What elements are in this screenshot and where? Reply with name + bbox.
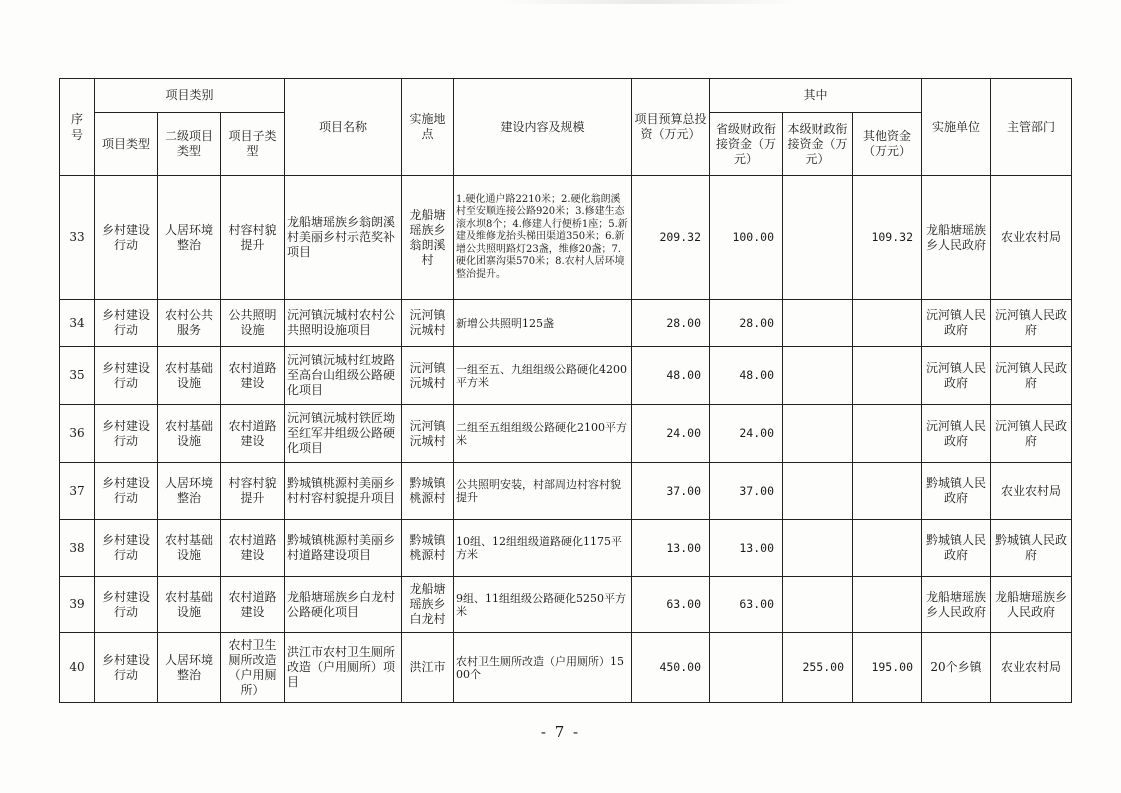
header-subtype: 项目子类型 <box>221 113 285 176</box>
cell-unit: 沅河镇人民政府 <box>922 300 991 347</box>
cell-type: 乡村建设行动 <box>95 176 158 300</box>
cell-seq: 34 <box>60 300 95 347</box>
cell-type: 乡村建设行动 <box>95 463 158 520</box>
header-category-group: 项目类别 <box>95 79 285 113</box>
cell-provincial: 28.00 <box>710 300 783 347</box>
header-other: 其他资金（万元） <box>853 113 922 176</box>
cell-level2: 农村基础设施 <box>158 520 221 577</box>
table-row <box>60 577 1072 633</box>
cell-location: 龙船塘瑶族乡白龙村 <box>402 577 454 633</box>
cell-provincial: 63.00 <box>710 577 783 633</box>
cell-unit: 20个乡镇 <box>922 633 991 703</box>
cell-provincial: 100.00 <box>710 176 783 300</box>
cell-local <box>783 520 853 577</box>
cell-local: 255.00 <box>783 633 853 703</box>
project-table <box>59 78 1072 703</box>
cell-location: 沅河镇沅城村 <box>402 347 454 405</box>
cell-name: 洪江市农村卫生厕所改造（户用厕所）项目 <box>285 633 402 703</box>
cell-dept: 沅河镇人民政府 <box>991 405 1072 463</box>
cell-provincial: 48.00 <box>710 347 783 405</box>
cell-subtype: 农村卫生厕所改造（户用厕所） <box>221 633 285 703</box>
cell-location: 洪江市 <box>402 633 454 703</box>
cell-seq: 35 <box>60 347 95 405</box>
cell-level2: 农村基础设施 <box>158 405 221 463</box>
header-name: 项目名称 <box>285 79 402 176</box>
table-header <box>60 79 1072 176</box>
table-row <box>60 176 1072 300</box>
cell-content: 10组、12组组级道路硬化1175平方米 <box>454 520 632 577</box>
cell-dept: 龙船塘瑶族乡人民政府 <box>991 577 1072 633</box>
cell-local <box>783 347 853 405</box>
cell-type: 乡村建设行动 <box>95 405 158 463</box>
cell-other <box>853 405 922 463</box>
cell-provincial: 37.00 <box>710 463 783 520</box>
table-row <box>60 463 1072 520</box>
cell-content: 二组至五组组级公路硬化2100平方米 <box>454 405 632 463</box>
cell-location: 沅河镇沅城村 <box>402 300 454 347</box>
cell-other: 109.32 <box>853 176 922 300</box>
cell-total: 13.00 <box>632 520 710 577</box>
cell-unit: 龙船塘瑶族乡人民政府 <box>922 577 991 633</box>
header-of-which: 其中 <box>710 79 922 113</box>
cell-total: 48.00 <box>632 347 710 405</box>
cell-name: 沅河镇沅城村农村公共照明设施项目 <box>285 300 402 347</box>
cell-provincial <box>710 633 783 703</box>
page-number: - 7 - <box>540 723 581 741</box>
cell-subtype: 农村道路建设 <box>221 520 285 577</box>
cell-seq: 39 <box>60 577 95 633</box>
cell-seq: 36 <box>60 405 95 463</box>
cell-name: 龙船塘瑶族乡翁朗溪村美丽乡村示范奖补项目 <box>285 176 402 300</box>
cell-name: 黔城镇桃源村美丽乡村道路建设项目 <box>285 520 402 577</box>
cell-total: 450.00 <box>632 633 710 703</box>
cell-level2: 人居环境整治 <box>158 463 221 520</box>
table-row <box>60 300 1072 347</box>
cell-local <box>783 577 853 633</box>
table-row <box>60 520 1072 577</box>
cell-subtype: 村容村貌提升 <box>221 463 285 520</box>
cell-other <box>853 347 922 405</box>
cell-dept: 农业农村局 <box>991 176 1072 300</box>
cell-total: 209.32 <box>632 176 710 300</box>
cell-total: 63.00 <box>632 577 710 633</box>
cell-other <box>853 520 922 577</box>
scan-artifact <box>500 0 800 4</box>
header-provincial: 省级财政衔接资金（万元） <box>710 113 783 176</box>
header-content: 建设内容及规模 <box>454 79 632 176</box>
cell-level2: 人居环境整治 <box>158 633 221 703</box>
cell-subtype: 村容村貌提升 <box>221 176 285 300</box>
cell-level2: 农村基础设施 <box>158 347 221 405</box>
cell-content: 新增公共照明125盏 <box>454 300 632 347</box>
cell-total: 37.00 <box>632 463 710 520</box>
cell-subtype: 农村道路建设 <box>221 347 285 405</box>
cell-level2: 人居环境整治 <box>158 176 221 300</box>
cell-name: 龙船塘瑶族乡白龙村公路硬化项目 <box>285 577 402 633</box>
cell-seq: 40 <box>60 633 95 703</box>
cell-type: 乡村建设行动 <box>95 520 158 577</box>
cell-unit: 黔城镇人民政府 <box>922 463 991 520</box>
cell-seq: 37 <box>60 463 95 520</box>
cell-provincial: 13.00 <box>710 520 783 577</box>
cell-dept: 沅河镇人民政府 <box>991 347 1072 405</box>
header-dept: 主管部门 <box>991 79 1072 176</box>
cell-type: 乡村建设行动 <box>95 300 158 347</box>
cell-unit: 沅河镇人民政府 <box>922 347 991 405</box>
cell-total: 24.00 <box>632 405 710 463</box>
cell-type: 乡村建设行动 <box>95 633 158 703</box>
header-local: 本级财政衔接资金（万元） <box>783 113 853 176</box>
cell-local <box>783 405 853 463</box>
cell-location: 黔城镇桃源村 <box>402 520 454 577</box>
header-type: 项目类型 <box>95 113 158 176</box>
cell-seq: 38 <box>60 520 95 577</box>
table-body <box>60 176 1072 703</box>
header-total: 项目预算总投资（万元） <box>632 79 710 176</box>
cell-level2: 农村基础设施 <box>158 577 221 633</box>
cell-total: 28.00 <box>632 300 710 347</box>
header-level2: 二级项目类型 <box>158 113 221 176</box>
cell-level2: 农村公共服务 <box>158 300 221 347</box>
cell-other <box>853 300 922 347</box>
cell-local <box>783 463 853 520</box>
cell-content: 1.硬化通户路2210米；2.硬化翁朗溪村至安顺连接公路920米；3.修建生态滚水坝8个；4.修建人行便桥1座；5.新建及维修龙抬头梯田渠道350米；6.新增公共照明路灯23盏，维修20盏；7.硬化团寨沟渠570米；8.农村人居环境整治提升。 <box>454 176 632 300</box>
cell-local <box>783 300 853 347</box>
cell-dept: 农业农村局 <box>991 463 1072 520</box>
cell-unit: 黔城镇人民政府 <box>922 520 991 577</box>
cell-seq: 33 <box>60 176 95 300</box>
cell-subtype: 公共照明设施 <box>221 300 285 347</box>
cell-subtype: 农村道路建设 <box>221 577 285 633</box>
cell-dept: 黔城镇人民政府 <box>991 520 1072 577</box>
cell-content: 公共照明安装，村部周边村容村貌提升 <box>454 463 632 520</box>
cell-provincial: 24.00 <box>710 405 783 463</box>
cell-location: 龙船塘瑶族乡翁朗溪村 <box>402 176 454 300</box>
cell-other <box>853 577 922 633</box>
cell-unit: 龙船塘瑶族乡人民政府 <box>922 176 991 300</box>
cell-name: 沅河镇沅城村铁匠坳至红军井组级公路硬化项目 <box>285 405 402 463</box>
cell-name: 黔城镇桃源村美丽乡村村容村貌提升项目 <box>285 463 402 520</box>
cell-type: 乡村建设行动 <box>95 347 158 405</box>
table-row <box>60 347 1072 405</box>
header-unit: 实施单位 <box>922 79 991 176</box>
cell-unit: 沅河镇人民政府 <box>922 405 991 463</box>
cell-name: 沅河镇沅城村红坡路至高台山组级公路硬化项目 <box>285 347 402 405</box>
cell-local <box>783 176 853 300</box>
cell-content: 一组至五、九组组级公路硬化4200平方米 <box>454 347 632 405</box>
cell-location: 沅河镇沅城村 <box>402 405 454 463</box>
header-location: 实施地点 <box>402 79 454 176</box>
cell-type: 乡村建设行动 <box>95 577 158 633</box>
cell-other: 195.00 <box>853 633 922 703</box>
cell-dept: 沅河镇人民政府 <box>991 300 1072 347</box>
table-row <box>60 405 1072 463</box>
cell-content: 9组、11组组级公路硬化5250平方米 <box>454 577 632 633</box>
header-seq: 序号 <box>60 79 95 176</box>
cell-content: 农村卫生厕所改造（户用厕所）1500个 <box>454 633 632 703</box>
cell-other <box>853 463 922 520</box>
table-row <box>60 633 1072 703</box>
cell-dept: 农业农村局 <box>991 633 1072 703</box>
cell-subtype: 农村道路建设 <box>221 405 285 463</box>
cell-location: 黔城镇桃源村 <box>402 463 454 520</box>
